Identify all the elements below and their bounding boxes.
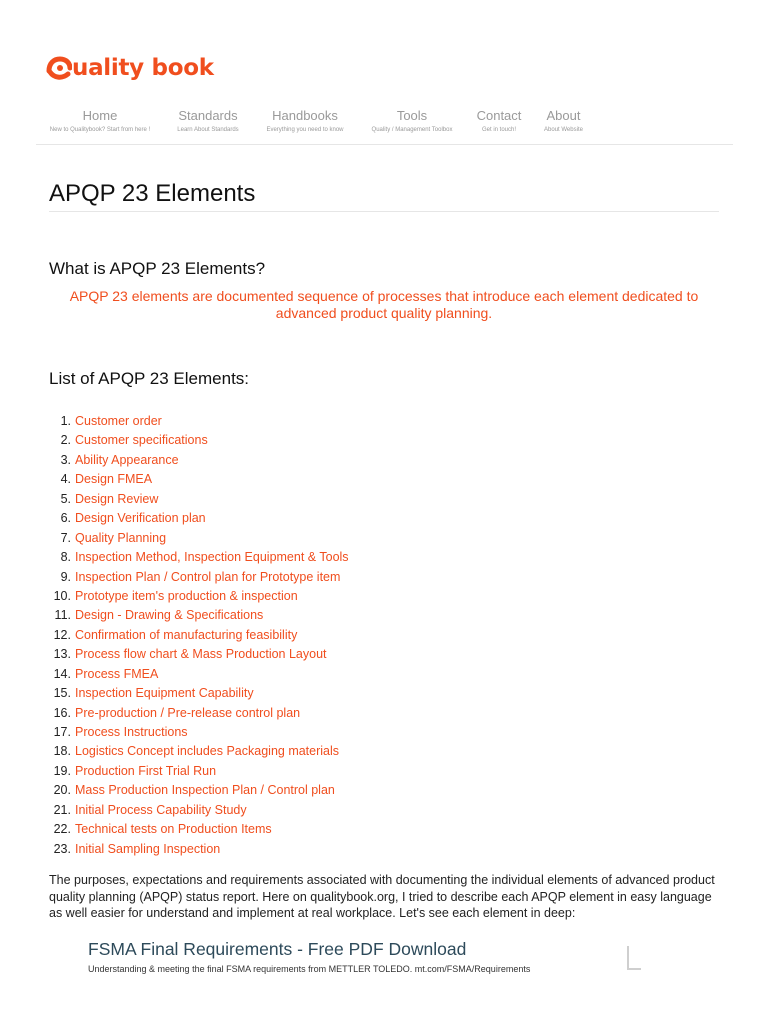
element-link[interactable]: Confirmation of manufacturing feasibility (75, 627, 298, 642)
body-paragraph: The purposes, expectations and requirements associated with documenting the individual elements of advanced product quality planning (APQP) status report. Here on qualitybook.org, I tried to describe each APQP element in easy language as well easier for understand and implement at real workplace. Let's see each element in deep: (49, 873, 715, 920)
list-item (49, 723, 349, 742)
nav-label: Contact (476, 108, 522, 123)
nav-item-about[interactable] (536, 108, 591, 133)
list-item (49, 548, 349, 567)
list-number: 3. (60, 452, 71, 467)
element-link[interactable]: Pre-production / Pre-release control plan (75, 705, 301, 720)
list-item (49, 470, 349, 489)
list-number: 12. (53, 627, 71, 642)
ad-title-link[interactable]: FSMA Final Requirements - Free PDF Download (88, 939, 467, 959)
list-number: 23. (53, 841, 71, 856)
list-number: 20. (53, 783, 71, 798)
list-number: 19. (53, 763, 71, 778)
element-link[interactable]: Technical tests on Production Items (75, 822, 272, 837)
title-divider (49, 211, 719, 212)
nav-item-tools[interactable] (362, 108, 462, 133)
list-item (49, 781, 349, 800)
list-item (49, 840, 349, 859)
list-number: 2. (60, 433, 71, 448)
list-number: 15. (53, 686, 71, 701)
list-item (49, 665, 349, 684)
list-number: 8. (60, 550, 71, 565)
nav-label: Standards (178, 108, 238, 123)
element-link[interactable]: Mass Production Inspection Plan / Control plan (75, 783, 335, 798)
list-number: 4. (60, 472, 71, 487)
list-number: 21. (53, 802, 71, 817)
list-item (49, 431, 349, 450)
main-nav (36, 108, 733, 144)
element-link[interactable]: Design Review (75, 491, 159, 506)
list-number: 14. (53, 666, 71, 681)
element-link[interactable]: Inspection Plan / Control plan for Prototype item (75, 569, 341, 584)
nav-label: Home (82, 108, 118, 123)
nav-sub: New to Qualitybook? Start from here ! (49, 127, 151, 133)
site-logo[interactable] (46, 54, 214, 82)
ad-choices-icon[interactable] (627, 946, 641, 970)
list-item (49, 606, 349, 625)
page-title: APQP 23 Elements (49, 180, 256, 207)
list-number: 13. (53, 647, 71, 662)
nav-item-standards[interactable] (167, 108, 249, 133)
element-link[interactable]: Customer specifications (75, 433, 208, 448)
nav-sub: Quality / Management Toolbox (371, 127, 453, 133)
list-number: 6. (60, 511, 71, 526)
list-item (49, 568, 349, 587)
nav-item-handbooks[interactable] (257, 108, 353, 133)
element-link[interactable]: Design FMEA (75, 472, 153, 487)
q-logo-icon (46, 54, 72, 82)
element-link[interactable]: Ability Appearance (75, 452, 179, 467)
list-number: 9. (60, 569, 71, 584)
list-item (49, 801, 349, 820)
list-item (49, 451, 349, 470)
list-item (49, 645, 349, 664)
nav-label: Handbooks (272, 108, 338, 123)
element-link[interactable]: Quality Planning (75, 530, 167, 545)
list-item (49, 529, 349, 548)
nav-label: Tools (396, 108, 428, 123)
list-number: 5. (60, 491, 71, 506)
nav-item-contact[interactable] (469, 108, 529, 133)
list-number: 18. (53, 744, 71, 759)
ad-banner[interactable] (88, 938, 648, 982)
list-number: 11. (54, 608, 71, 623)
list-number: 10. (53, 588, 71, 603)
list-item (49, 742, 349, 761)
list-item (49, 509, 349, 528)
element-link[interactable]: Process flow chart & Mass Production Layout (75, 647, 327, 662)
list-number: 16. (53, 705, 71, 720)
list-number: 17. (53, 725, 71, 739)
element-link[interactable]: Design Verification plan (75, 511, 206, 526)
elements-list (49, 412, 349, 859)
element-link[interactable]: Inspection Equipment Capability (75, 686, 254, 701)
section-heading-list: List of APQP 23 Elements: (49, 369, 250, 388)
nav-label: About (546, 108, 581, 123)
element-link[interactable]: Initial Sampling Inspection (75, 841, 221, 856)
element-link[interactable]: Design - Drawing & Specifications (75, 608, 264, 623)
element-link[interactable]: Production First Trial Run (75, 763, 217, 778)
ad-description: Understanding & meeting the final FSMA requirements from METTLER TOLEDO. mt.com/FSMA/Requirements (88, 964, 531, 974)
list-item (49, 412, 349, 431)
list-item (49, 587, 349, 606)
element-link[interactable]: Prototype item's production & inspection (75, 588, 298, 603)
nav-item-home[interactable] (36, 108, 164, 133)
nav-sub: Everything you need to know (266, 127, 344, 133)
element-link[interactable]: Logistics Concept includes Packaging materials (75, 744, 340, 759)
list-number: 22. (53, 822, 71, 837)
element-link[interactable]: Customer order (75, 414, 162, 428)
nav-sub: Learn About Standards (177, 127, 239, 133)
list-number: 7. (60, 530, 71, 545)
element-link[interactable]: Initial Process Capability Study (75, 802, 247, 817)
intro-text: APQP 23 elements are documented sequence of processes that introduce each element dedicated to advanced product quality planning. (69, 288, 699, 321)
list-item (49, 820, 349, 839)
nav-sub: About Website (544, 127, 583, 133)
list-item (49, 704, 349, 723)
list-number: 1. (60, 414, 71, 428)
list-item (49, 490, 349, 509)
list-item (49, 684, 349, 703)
element-link[interactable]: Process FMEA (75, 666, 159, 681)
nav-sub: Get in touch! (481, 127, 517, 133)
nav-divider (36, 144, 733, 145)
element-link[interactable]: Process Instructions (75, 725, 188, 739)
list-item (49, 626, 349, 645)
section-heading-what-is: What is APQP 23 Elements? (49, 259, 266, 278)
list-item (49, 762, 349, 781)
logo-text: uality book (72, 55, 214, 81)
element-link[interactable]: Inspection Method, Inspection Equipment & Tools (75, 550, 349, 565)
